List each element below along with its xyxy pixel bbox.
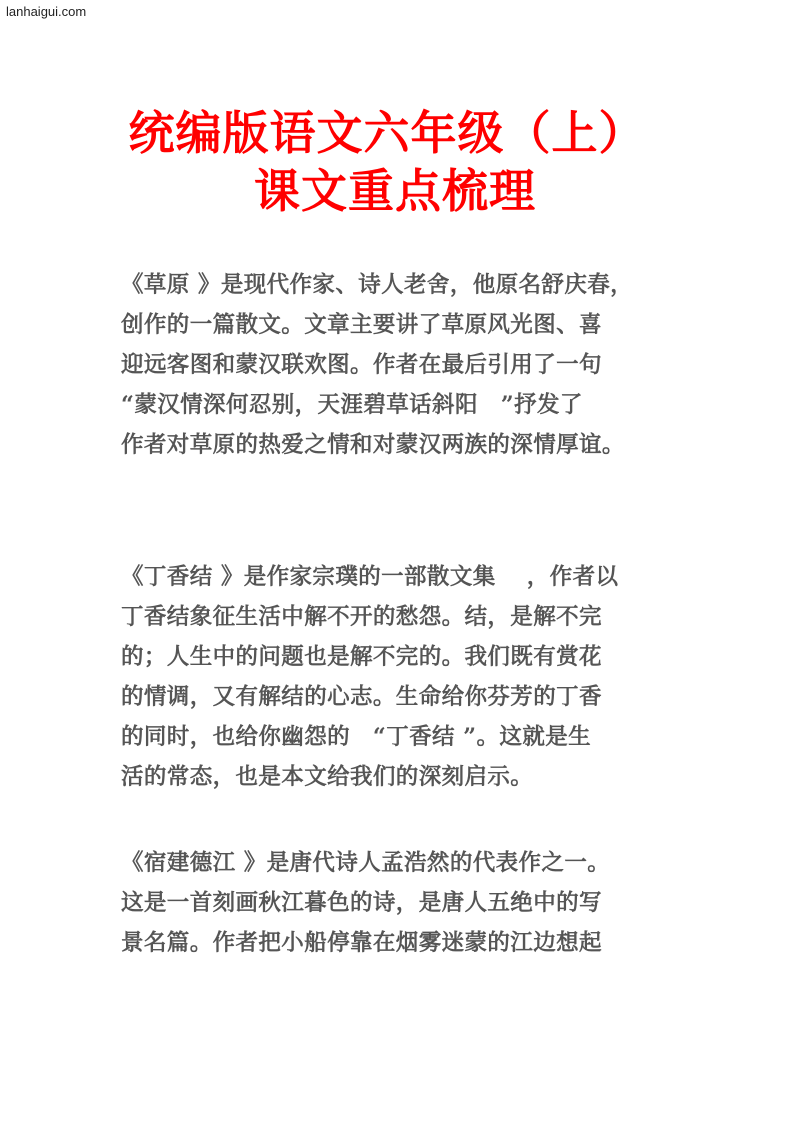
paragraph-line: 丁香结象征生活中解不开的愁怨。结，是解不完 [121, 604, 602, 630]
paragraph-line: “蒙汉情深何忍别，天涯碧草话斜阳 ”抒发了 [121, 392, 583, 418]
paragraph-line: 景名篇。作者把小船停靠在烟雾迷蒙的江边想起 [121, 930, 602, 956]
paragraph-caoyuan [121, 265, 681, 465]
paragraph-line: 作者对草原的热爱之情和对蒙汉两族的深情厚谊。 [121, 432, 625, 458]
paragraph-dingxiangjie [121, 557, 681, 797]
paragraph-line: 《草原 》是现代作家、诗人老舍，他原名舒庆春， [121, 272, 634, 298]
page-title-line-1: 统编版语文六年级（上） [128, 106, 646, 160]
paragraph-line: 《丁香结 》是作家宗璞的一部散文集 ，作者以 [121, 564, 619, 590]
paragraph-line: 《宿建德江 》是唐代诗人孟浩然的代表作之一。 [121, 850, 611, 876]
paragraph-line: 创作的一篇散文。文章主要讲了草原风光图、喜 [121, 312, 602, 338]
paragraph-sujiandejiang [121, 843, 681, 963]
page-title-line-2: 课文重点梳理 [254, 164, 536, 218]
paragraph-line: 活的常态，也是本文给我们的深刻启示。 [121, 764, 534, 790]
watermark-text: lanhaigui.com [6, 4, 87, 19]
paragraph-line: 的情调，又有解结的心志。生命给你芬芳的丁香 [121, 684, 602, 710]
paragraph-line: 的同时，也给你幽怨的 “丁香结 ”。这就是生 [121, 724, 592, 750]
paragraph-line: 的；人生中的问题也是解不完的。我们既有赏花 [121, 644, 602, 670]
paragraph-line: 这是一首刻画秋江暮色的诗，是唐人五绝中的写 [121, 890, 602, 916]
paragraph-line: 迎远客图和蒙汉联欢图。作者在最后引用了一句 [121, 352, 602, 378]
